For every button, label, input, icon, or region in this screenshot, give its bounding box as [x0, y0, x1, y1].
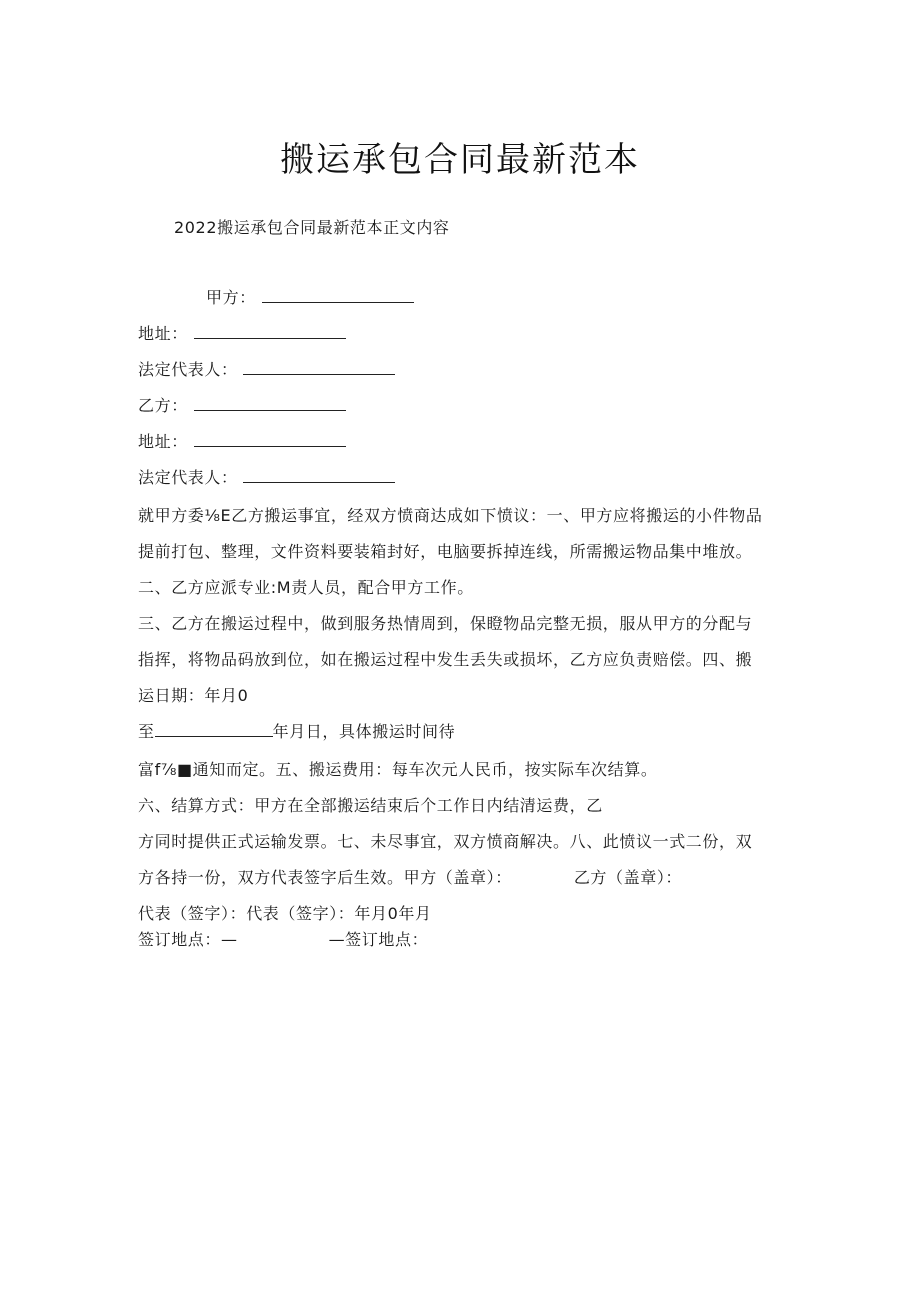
- address-blank-1: [194, 324, 346, 339]
- party-a-seal-label: 方各持一份，双方代表签字后生效。甲方（盖章）：: [138, 868, 512, 887]
- body-line: 三、乙方在搬运过程中，做到服务热情周到，保瞪物品完整无损，服从甲方的分配与: [138, 614, 753, 633]
- document-subtitle: 2022搬运承包合同最新范本正文内容: [174, 218, 450, 237]
- sign-location-line: 签订地点：— —签订地点：: [138, 930, 429, 949]
- address-label-1: 地址：: [138, 324, 188, 343]
- body-line: 二、乙方应派专业:M责人员，配合甲方工作。: [138, 578, 474, 597]
- party-b-seal-label: 乙方（盖章）：: [573, 868, 683, 887]
- party-a-field: [206, 288, 414, 308]
- party-a-blank: [262, 288, 414, 303]
- body-line: 六、结算方式：甲方在全部搬运结束后个工作日内结清运费，乙: [138, 796, 603, 815]
- legal-rep-blank-1: [243, 360, 395, 375]
- legal-rep-field-2: [138, 468, 395, 488]
- legal-rep-field-1: [138, 360, 395, 380]
- party-b-label: 乙方：: [138, 396, 188, 415]
- date-range-prefix: 至: [138, 722, 155, 741]
- address-blank-2: [194, 432, 346, 447]
- legal-rep-blank-2: [243, 468, 395, 483]
- body-line: 提前打包、整理，文件资料要装箱封好，电脑要拆掉连线，所需搬运物品集中堆放。: [138, 542, 753, 561]
- body-line: 运日期：年月0: [138, 686, 249, 705]
- legal-rep-label-2: 法定代表人：: [138, 468, 238, 487]
- body-line: 就甲方委⅛E乙方搬运事宜，经双方愤商达成如下愤议：一、甲方应将搬运的小件物品: [138, 506, 763, 525]
- party-b-field: [138, 396, 346, 416]
- address-field-1: [138, 324, 346, 344]
- address-label-2: 地址：: [138, 432, 188, 451]
- signature-line: 代表（签字）：代表（签字）：年月0年月: [138, 904, 432, 923]
- date-blank: [155, 722, 273, 737]
- legal-rep-label-1: 法定代表人：: [138, 360, 238, 379]
- body-line: 方同时提供正式运输发票。七、未尽事宜，双方愤商解决。八、此愤议一式二份，双: [138, 832, 753, 851]
- party-b-blank: [194, 396, 346, 411]
- seal-line: [138, 868, 682, 888]
- date-range-suffix: 年月日，具体搬运时间待: [272, 722, 456, 741]
- date-range-line: [138, 722, 455, 742]
- body-line: 指挥，将物品码放到位，如在搬运过程中发生丢失或损坏，乙方应负责赔偿。四、搬: [138, 650, 753, 669]
- document-title: 搬运承包合同最新范本: [280, 140, 640, 180]
- address-field-2: [138, 432, 346, 452]
- body-line: 富f⅞■通知而定。五、搬运费用：每车次元人民币，按实际车次结算。: [138, 760, 658, 779]
- party-a-label: 甲方：: [206, 288, 256, 307]
